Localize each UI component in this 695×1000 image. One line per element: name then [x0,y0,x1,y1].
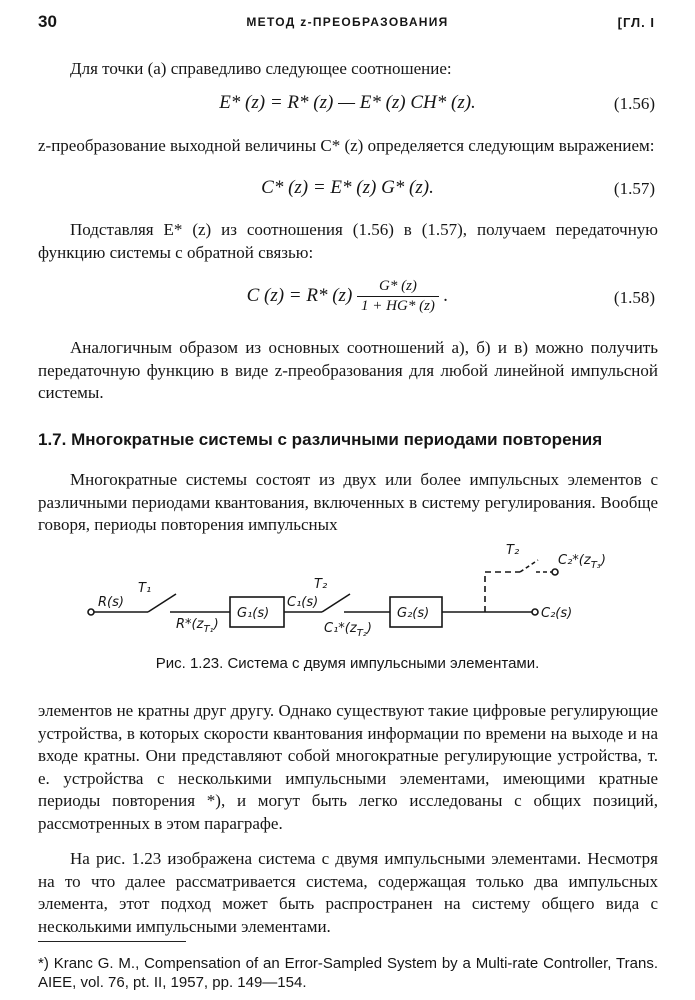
equation-1-58-numerator: G* (z) [357,278,439,297]
label-r-star-main: R*(z [176,617,204,632]
label-c1: C₁(s) [287,595,319,610]
equation-1-56: E* (z) = R* (z) — E* (z) CH* (z). [219,92,476,113]
z-transform-paragraph: z-преобразование выходной величины C* (z) определяется следующим выражением: [38,136,655,155]
footnote: *) Kranc G. M., Compensation of an Error-Sampled System by a Multi-rate Controller, Trans. AIEE, vol. 76, pt. II, 1957, pp. 149—154. [38,955,658,991]
label-g2: G₂(s) [397,606,430,621]
equation-number-1-58: (1.58) [613,288,655,307]
label-c1-star [324,621,372,639]
label-t1: T₁ [138,581,152,596]
page-number: 30 [38,12,57,31]
label-c2-star-main: C₂*(z [558,553,591,568]
equation-1-58-denominator: 1 + HG* (z) [361,298,435,314]
figure-description-paragraph: На рис. 1.23 изображена система с двумя импульсными элементами. Несмотря на то что далее рассматривается система, содержащая только два импульсных элемента, этот подход может быть распространен на систему общего вида с несколькими импульсными элементами. [38,849,658,936]
footnote-rule [38,941,186,942]
equation-1-58-tail: . [443,284,449,306]
multirate-paragraph: Многократные системы состоят из двух или более импульсных элементов с различными периодами квантования, включенных в систему регулирования. Вообще говоря, периоды повторения импульсных [38,470,658,535]
equation-1-58-fraction [357,278,439,315]
output-terminal [532,609,538,615]
label-input: R(s) [98,595,124,610]
intro-text: Для точки (а) справедливо следующее соотношение: [70,59,452,78]
label-g1: G₁(s) [237,606,270,621]
label-c1-star-sub: T₂ [356,628,367,639]
block-diagram [80,536,660,646]
label-c2-star-close: ) [600,553,606,568]
label-output: C₂(s) [541,606,573,621]
label-t2b: T₂ [506,543,520,558]
dashed-output-terminal [552,569,558,575]
label-r-star-sub: T₁ [203,624,214,635]
label-c1-star-close: ) [366,621,372,636]
equation-1-58-lhs: C (z) = R* (z) [246,284,353,306]
running-head: МЕТОД z-ПРЕОБРАЗОВАНИЯ [246,15,449,29]
elements-paragraph: элементов не кратны друг другу. Однако существуют такие цифровые регулирующие устройства, в которых скорости квантования информации по времени на выходе и на входе кратны. Они представляют собой многократные регулирующие устройства, т. е. устройства с несколькими импульсными элементами, имеющими кратные периоды повторения *), и могут быть легко исследованы с общих позиций, рассмотренных в этом параграфе. [38,701,658,833]
label-c2-star-sub: T₃ [590,560,601,571]
input-terminal [88,609,94,615]
label-c2-star [558,553,606,571]
label-r-star-close: ) [213,617,219,632]
sampler-t2b-switch [520,560,538,572]
substitution-paragraph: Подставляя E* (z) из соотношения (1.56) в (1.57), получаем передаточную функцию системы с обратной связью: [38,220,658,262]
equation-1-58 [0,278,695,315]
figure-caption: Рис. 1.23. Система с двумя импульсными элементами. [155,655,540,672]
sampler-t2-switch [322,594,350,612]
equation-number-1-57: (1.57) [613,179,655,198]
sampler-t1-switch [148,594,176,612]
label-t2: T₂ [314,577,328,592]
label-r-star [176,617,219,635]
dashed-branch [485,572,520,612]
equation-number-1-56: (1.56) [613,94,655,113]
chapter-reference: [ГЛ. I [617,15,655,30]
section-heading: 1.7. Многократные системы с различными периодами повторения [38,430,603,449]
label-c1-star-main: C₁*(z [324,621,357,636]
equation-1-57: C* (z) = E* (z) G* (z). [261,177,434,198]
analogy-paragraph: Аналогичным образом из основных соотношений а), б) и в) можно получить передаточную функцию в виде z-преобразования для любой линейной импульсной системы. [38,338,658,403]
